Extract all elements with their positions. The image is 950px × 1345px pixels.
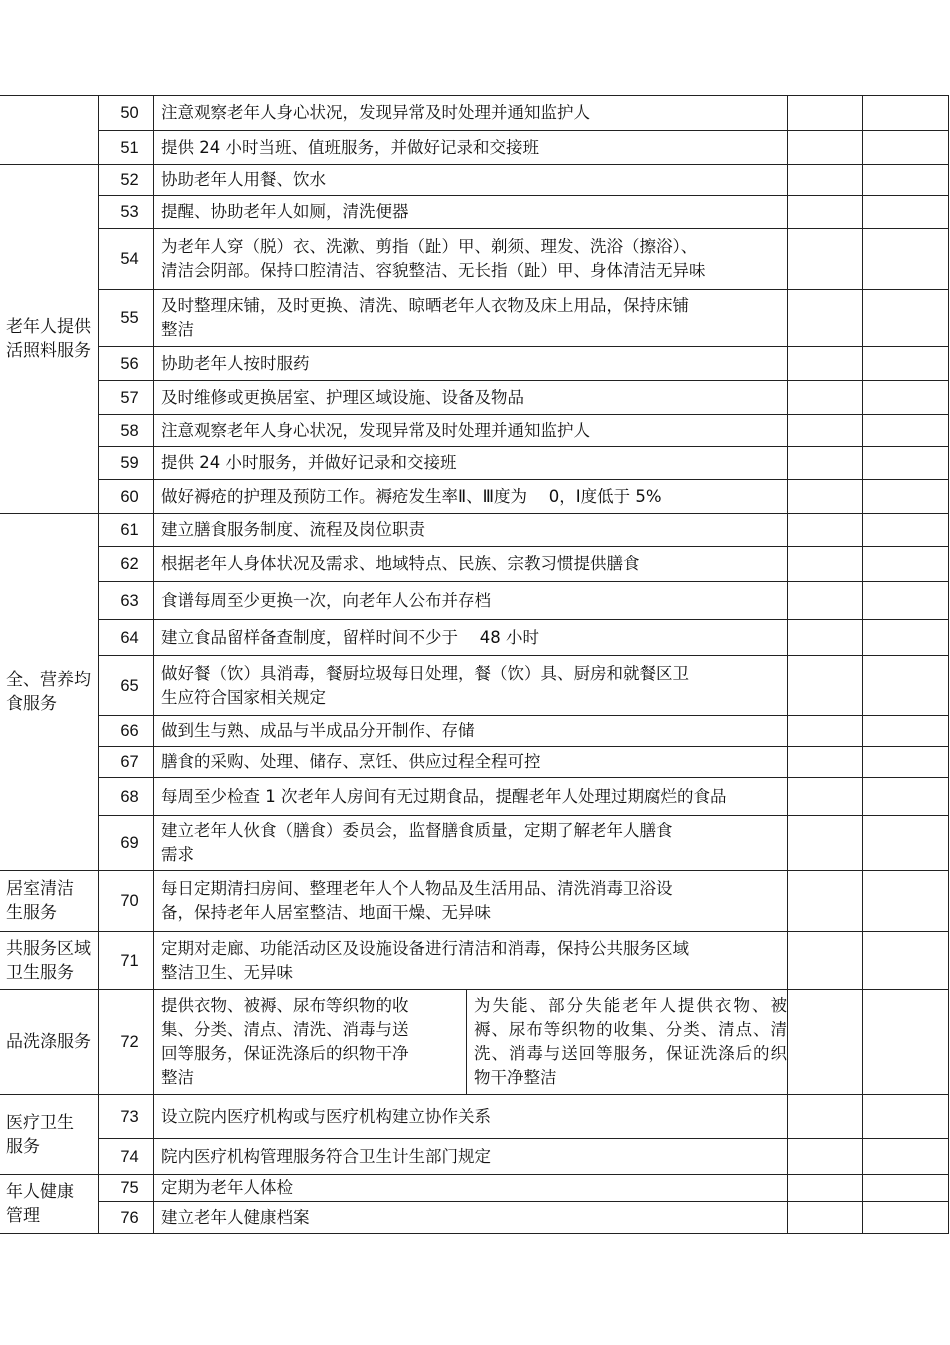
item-content: 膳食的采购、处理、储存、烹饪、供应过程全程可控 xyxy=(154,747,788,778)
remark-cell xyxy=(863,347,949,381)
table-row xyxy=(0,447,949,480)
score-cell xyxy=(788,871,863,932)
score-cell xyxy=(788,932,863,990)
item-number: 71 xyxy=(99,932,154,990)
remark-cell xyxy=(863,778,949,816)
score-cell xyxy=(788,778,863,816)
score-cell xyxy=(788,547,863,582)
item-content: 设立院内医疗机构或与医疗机构建立协作关系 xyxy=(154,1095,788,1139)
item-content: 注意观察老年人身心状况，发现异常及时处理并通知监护人 xyxy=(154,415,788,447)
table-row xyxy=(0,816,949,871)
table-row xyxy=(0,547,949,582)
table-row xyxy=(0,871,949,932)
item-number: 58 xyxy=(99,415,154,447)
remark-cell xyxy=(863,816,949,871)
score-cell xyxy=(788,447,863,480)
remark-cell xyxy=(863,96,949,131)
item-content: 及时维修或更换居室、护理区域设施、设备及物品 xyxy=(154,381,788,415)
remark-cell xyxy=(863,547,949,582)
item-content: 食谱每周至少更换一次，向老年人公布并存档 xyxy=(154,582,788,620)
remark-cell xyxy=(863,131,949,165)
table-row xyxy=(0,514,949,547)
item-number: 74 xyxy=(99,1139,154,1175)
score-cell xyxy=(788,990,863,1095)
item-number: 53 xyxy=(99,196,154,229)
item-number: 59 xyxy=(99,447,154,480)
category-cell: 全、营养均 食服务 xyxy=(0,514,99,871)
remark-cell xyxy=(863,165,949,196)
score-cell xyxy=(788,290,863,347)
item-number: 70 xyxy=(99,871,154,932)
item-content: 协助老年人用餐、饮水 xyxy=(154,165,788,196)
score-cell xyxy=(788,582,863,620)
category-cell xyxy=(0,96,99,165)
item-content: 每周至少检查 1 次老年人房间有无过期食品，提醒老年人处理过期腐烂的食品 xyxy=(154,778,788,816)
category-cell: 品洗涤服务 xyxy=(0,990,99,1095)
item-number: 51 xyxy=(99,131,154,165)
table-row xyxy=(0,990,949,1095)
item-number: 69 xyxy=(99,816,154,871)
remark-cell xyxy=(863,582,949,620)
table-row xyxy=(0,347,949,381)
category-cell: 共服务区域 卫生服务 xyxy=(0,932,99,990)
item-number: 52 xyxy=(99,165,154,196)
remark-cell xyxy=(863,381,949,415)
item-content: 为老年人穿（脱）衣、洗漱、剪指（趾）甲、剃须、理发、洗浴（擦浴）、 清洁会阴部。保持口腔清洁、容貌整洁、无长指（趾）甲、身体清洁无异味 xyxy=(154,229,788,290)
table-row xyxy=(0,716,949,747)
item-number: 57 xyxy=(99,381,154,415)
item-number: 54 xyxy=(99,229,154,290)
item-content: 协助老年人按时服药 xyxy=(154,347,788,381)
remark-cell xyxy=(863,990,949,1095)
score-cell xyxy=(788,347,863,381)
table-row xyxy=(0,1139,949,1175)
score-cell xyxy=(788,229,863,290)
score-cell xyxy=(788,381,863,415)
item-number: 65 xyxy=(99,656,154,716)
item-content: 及时整理床铺，及时更换、清洗、晾晒老年人衣物及床上用品，保持床铺 整洁 xyxy=(154,290,788,347)
item-content: 定期为老年人体检 xyxy=(154,1175,788,1202)
table-row xyxy=(0,582,949,620)
score-cell xyxy=(788,716,863,747)
item-content: 建立老年人伙食（膳食）委员会，监督膳食质量，定期了解老年人膳食 需求 xyxy=(154,816,788,871)
remark-cell xyxy=(863,1202,949,1234)
item-content: 注意观察老年人身心状况，发现异常及时处理并通知监护人 xyxy=(154,96,788,131)
table-row xyxy=(0,620,949,656)
remark-cell xyxy=(863,1175,949,1202)
score-cell xyxy=(788,96,863,131)
table-row xyxy=(0,1095,949,1139)
score-cell xyxy=(788,620,863,656)
remark-cell xyxy=(863,1095,949,1139)
item-number: 64 xyxy=(99,620,154,656)
item-content-general: 提供衣物、被褥、尿布等织物的收 集、分类、清点、清洗、消毒与送 回等服务，保证洗涤后的织物干净 整洁 xyxy=(154,990,467,1095)
remark-cell xyxy=(863,514,949,547)
item-content: 建立膳食服务制度、流程及岗位职责 xyxy=(154,514,788,547)
item-number: 60 xyxy=(99,480,154,514)
item-number: 75 xyxy=(99,1175,154,1202)
item-number: 68 xyxy=(99,778,154,816)
table-row xyxy=(0,229,949,290)
score-cell xyxy=(788,1139,863,1175)
item-number: 56 xyxy=(99,347,154,381)
score-cell xyxy=(788,165,863,196)
item-content: 提供 24 小时服务，并做好记录和交接班 xyxy=(154,447,788,480)
category-cell: 居室清洁 生服务 xyxy=(0,871,99,932)
item-content: 提醒、协助老年人如厕，清洗便器 xyxy=(154,196,788,229)
table-row xyxy=(0,1175,949,1202)
remark-cell xyxy=(863,656,949,716)
score-cell xyxy=(788,480,863,514)
category-cell: 老年人提供 活照料服务 xyxy=(0,165,99,514)
table-row xyxy=(0,290,949,347)
remark-cell xyxy=(863,480,949,514)
item-number: 63 xyxy=(99,582,154,620)
score-cell xyxy=(788,514,863,547)
item-number: 67 xyxy=(99,747,154,778)
item-content: 院内医疗机构管理服务符合卫生计生部门规定 xyxy=(154,1139,788,1175)
score-cell xyxy=(788,1095,863,1139)
table-row xyxy=(0,131,949,165)
item-content: 每日定期清扫房间、整理老年人个人物品及生活用品、清洗消毒卫浴设 备，保持老年人居室整洁、地面干燥、无异味 xyxy=(154,871,788,932)
remark-cell xyxy=(863,716,949,747)
score-cell xyxy=(788,816,863,871)
service-standard-table xyxy=(0,95,949,1234)
item-content-disabled: 为失能、部分失能老年人提供衣物、被褥、尿布等织物的收集、分类、清点、清洗、消毒与送回等服务，保证洗涤后的织物干净整洁 xyxy=(467,990,788,1095)
remark-cell xyxy=(863,447,949,480)
score-cell xyxy=(788,415,863,447)
score-cell xyxy=(788,1175,863,1202)
item-number: 55 xyxy=(99,290,154,347)
item-content: 做好褥疮的护理及预防工作。褥疮发生率Ⅱ、Ⅲ度为 0，Ⅰ度低于 5% xyxy=(154,480,788,514)
remark-cell xyxy=(863,229,949,290)
remark-cell xyxy=(863,1139,949,1175)
table-row xyxy=(0,480,949,514)
score-cell xyxy=(788,131,863,165)
item-content: 根据老年人身体状况及需求、地域特点、民族、宗教习惯提供膳食 xyxy=(154,547,788,582)
remark-cell xyxy=(863,196,949,229)
item-content: 做到生与熟、成品与半成品分开制作、存储 xyxy=(154,716,788,747)
table-row xyxy=(0,415,949,447)
item-number: 61 xyxy=(99,514,154,547)
table-row xyxy=(0,381,949,415)
item-content: 建立食品留样备查制度，留样时间不少于 48 小时 xyxy=(154,620,788,656)
item-content: 定期对走廊、功能活动区及设施设备进行清洁和消毒，保持公共服务区域 整洁卫生、无异味 xyxy=(154,932,788,990)
score-cell xyxy=(788,1202,863,1234)
remark-cell xyxy=(863,871,949,932)
score-cell xyxy=(788,656,863,716)
item-number: 72 xyxy=(99,990,154,1095)
remark-cell xyxy=(863,747,949,778)
item-number: 73 xyxy=(99,1095,154,1139)
table-row xyxy=(0,747,949,778)
item-number: 76 xyxy=(99,1202,154,1234)
item-content: 建立老年人健康档案 xyxy=(154,1202,788,1234)
item-number: 50 xyxy=(99,96,154,131)
remark-cell xyxy=(863,290,949,347)
item-number: 66 xyxy=(99,716,154,747)
category-cell: 年人健康 管理 xyxy=(0,1175,99,1234)
table-row xyxy=(0,1202,949,1234)
remark-cell xyxy=(863,620,949,656)
item-number: 62 xyxy=(99,547,154,582)
category-cell: 医疗卫生 服务 xyxy=(0,1095,99,1175)
table-row xyxy=(0,96,949,131)
table-row xyxy=(0,932,949,990)
score-cell xyxy=(788,747,863,778)
table-row xyxy=(0,656,949,716)
table-row xyxy=(0,165,949,196)
table-row xyxy=(0,778,949,816)
item-content: 提供 24 小时当班、值班服务，并做好记录和交接班 xyxy=(154,131,788,165)
item-content: 做好餐（饮）具消毒，餐厨垃圾每日处理，餐（饮）具、厨房和就餐区卫 生应符合国家相关规定 xyxy=(154,656,788,716)
remark-cell xyxy=(863,932,949,990)
remark-cell xyxy=(863,415,949,447)
table-row xyxy=(0,196,949,229)
score-cell xyxy=(788,196,863,229)
